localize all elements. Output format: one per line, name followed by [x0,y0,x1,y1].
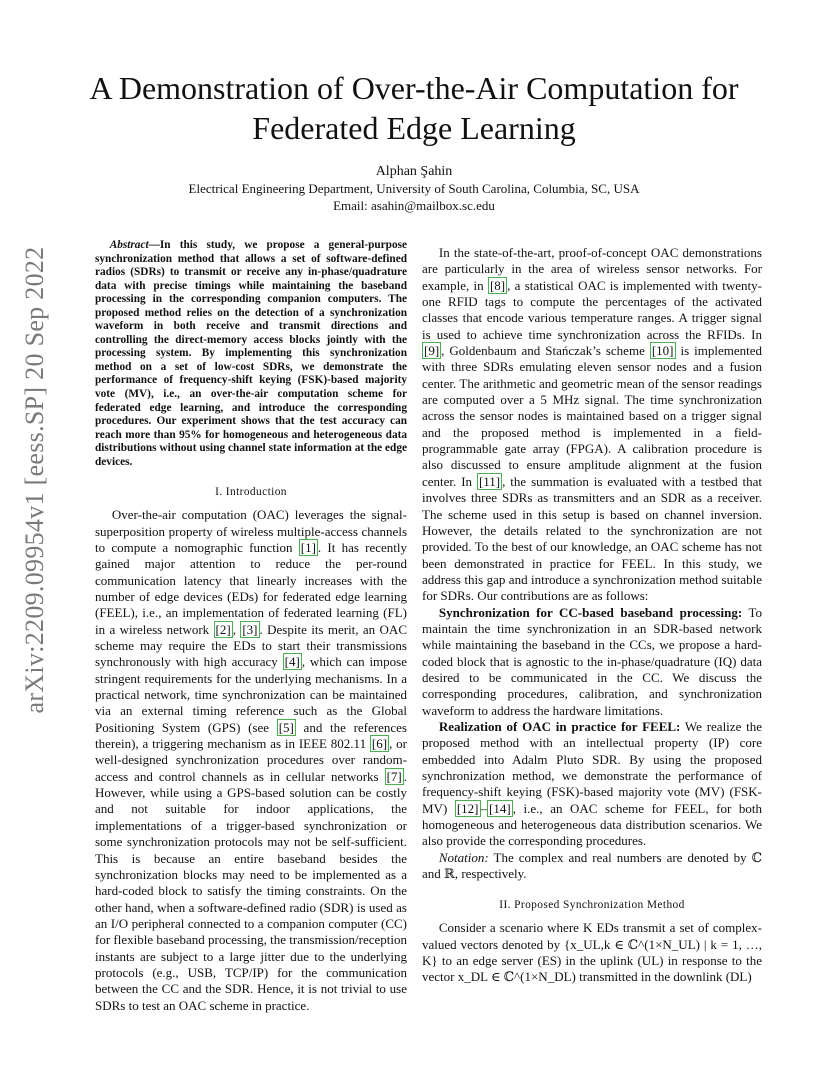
citation-link[interactable]: [5] [278,719,294,735]
text-run: , which can impose stringent requirements for the underlying mechanisms. In a practical network, time synchronization can be maintained via an external timing reference such as the Global Positioning System (GPS) (see [95,654,407,735]
citation-link[interactable]: [3] [242,621,258,637]
paper-title-line-2: Federated Edge Learning [252,110,576,146]
left-column [95,239,407,1014]
method-paragraph-1: Consider a scenario where K EDs transmit a set of complex-valued vectors denoted by {x_UL,k ∈ ℂ^(1×N_UL) | k = 1, …, K} to an edge server (ES) in the uplink (UL) in response to the vector x_DL ∈ ℂ^(1×N_DL) transmitted in the downlink (DL) [422,920,762,985]
author-affiliation: Electrical Engineering Department, University of South Carolina, Columbia, SC, USA [188,181,640,196]
abstract-text: —In this study, we propose a general-purpose synchronization method that allows a set of software-defined radios (SDRs) to transmit or receive any in-phase/quadrature data with precise timings while maintaining the baseband processing in the corresponding companion computers. The proposed method relies on the detection of a synchronization waveform in both receive and transmit directions and controlling the direct-memory access blocks jointly with the processing system. By implementing this synchronization method on a set of low-cost SDRs, we demonstrate the performance of frequency-shift keying (FSK)-based majority vote (MV), i.e., an over-the-air computation scheme for federated edge learning, and introduce the corresponding procedures. Our experiment shows that the test accuracy can reach more than 95% for homogeneous and heterogeneous data distributions without using channel state information at the edge devices. [95,239,407,468]
notation-label: Notation: [438,849,489,865]
author-name: Alphan Şahin [375,164,453,179]
text-run: Over-the-air computation (OAC) leverages the signal-superposition property of wireless multiple-access channels to compute a nomographic function [95,507,407,555]
citation-link[interactable]: [7] [386,768,402,784]
text-run: – [480,800,488,816]
citation-link[interactable]: [6] [371,736,388,752]
right-column [422,245,762,986]
citation-link[interactable]: [12] [456,800,479,816]
citation-link[interactable]: [11] [478,473,501,489]
text-run: , or well-designed synchronization procedures over random-access and control channels as in cellular networks [95,736,407,784]
section-heading-introduction: I. Introduction [215,486,287,499]
contribution-1 [422,605,762,719]
text-run: is implemented with three SDRs emulating eleven sensor nodes and a fusion center. The arithmetic and geometric mean of the sensor readings are computed over a 5 MHz signal. The time synchronization across the sensor nodes is maintained based on a trigger signal and the proposed method is implemented in a field-programmable gate array (FPGA). A calibration procedure is also discussed to ensure amplitude alignment at the fusion center. In [422,343,762,489]
contribution-2 [422,719,762,850]
text-run: , the summation is evaluated with a testbed that involves three SDRs as transmitters and an SDR as a receiver. The scheme used in this setup is based on channel inversion. However, the details related to the synchronization are not provided. To the best of our knowledge, an OAC scheme has not been demonstrated in practice for FEEL. In this study, we address this gap and introduce a synchronization method suitable for SDRs. Our contributions are as follows: [422,473,762,604]
text-run: , Goldenbaum and Stańczak’s scheme [441,343,650,359]
citation-link[interactable]: [9] [424,343,440,359]
citation-link[interactable]: [2] [215,621,231,637]
abstract [95,239,407,469]
text-run: , i.e., an OAC scheme for FEEL, for both homogeneous and heterogeneous data distribution scenarios. We also provide the corresponding procedures. [422,800,762,849]
paper-title-line-1: A Demonstration of Over-the-Air Computation for [89,70,739,106]
citation-link[interactable]: [4] [284,654,300,670]
text-run: , [232,621,241,637]
citation-link[interactable]: [8] [489,277,506,293]
author-email: Email: asahin@mailbox.sc.edu [333,198,495,213]
text-run: We realize the proposed method with an intellectual property (IP) core embedded into Adalm Pluto SDR. By using the proposed synchronization method, we demonstrate the performance of frequency-shift keying (FSK)-based majority vote (MV) (FSK-MV) [422,718,763,816]
arxiv-identifier [18,246,52,714]
section-heading-method: II. Proposed Synchronization Method [499,899,685,912]
citation-link[interactable]: [14] [489,800,511,816]
intro-paragraph-1 [95,507,407,1014]
contribution-2-title: Realization of OAC in practice for FEEL: [438,718,681,734]
citation-link[interactable]: [1] [300,539,316,555]
paper-title [60,68,768,148]
notation-paragraph [422,850,762,883]
contribution-1-text: To maintain the time synchronization in an SDR-based network while maintaining the baseband in the CCs, we propose a hard-coded block that is agnostic to the in-phase/quadrature (IQ) data desired to be communicated in the CC. We discuss the corresponding procedures, calibration, and synchronization waveform to address the hardware limitations. [422,604,762,718]
abstract-label: Abstract [109,239,149,251]
text-run: . It has recently gained major attention to reduce the per-round communication latency that linearly increases with the number of edge devices (EDs) for federated edge learning (FEEL), i.e., an implementation of federated learning (FL) in a wireless network [95,539,407,637]
citation-link[interactable]: [10] [651,343,674,359]
arxiv-identifier-text: arXiv:2209.09954v1 [eess.SP] 20 Sep 2022 [20,246,49,714]
text-run: , a statistical OAC is implemented with twenty-one RFID tags to compute the percentages of the activated classes that encode various temperature ranges. A trigger signal is used to achieve time synchronization across the RFIDs. In [422,277,762,342]
text-run: . However, while using a GPS-based solution can be costly and not suitable for indoor applications, the implementations of a trigger-based synchronization or some synchronization protocols may not be self-sufficient. This is because an entire baseband besides the synchronization blocks may need to be implemented as a hard-coded block to satisfy the timing constraints. On the other hand, when a software-defined radio (SDR) is used as an I/O peripheral connected to a companion computer (CC) for flexible baseband processing, the transmission/reception instants are subject to a large jitter due to the underlying protocols (e.g., USB, TCP/IP) for the communication between the CC and the SDR. Hence, it is not trivial to use SDRs to test an OAC scheme in practice. [95,768,407,1013]
text-run: . Despite its merit, an OAC scheme may require the EDs to start their transmissions synchronously with high accuracy [95,621,407,670]
notation-text: The complex and real numbers are denoted by ℂ and ℝ, respectively. [422,849,762,882]
text-run: In the state-of-the-art, proof-of-concept OAC demonstrations are particularly in the area of wireless sensor networks. For example, in [422,245,762,293]
text-run: and the references therein), a triggering mechanism as in IEEE 802.11 [95,719,407,752]
intro-paragraph-2 [422,245,762,605]
contribution-1-title: Synchronization for CC-based baseband processing: [438,604,743,620]
